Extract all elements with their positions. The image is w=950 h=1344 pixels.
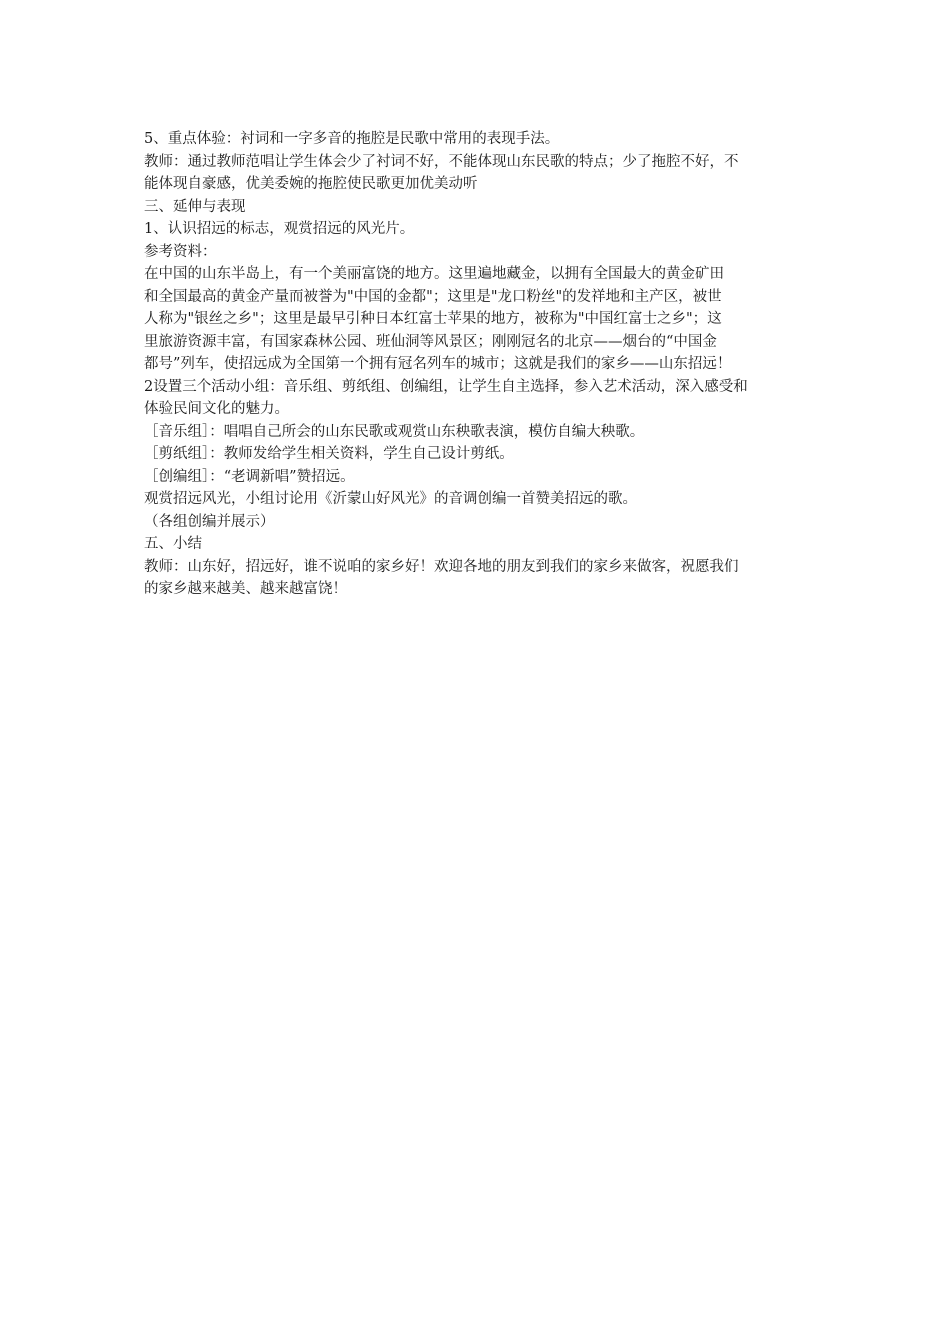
text-line: （各组创编并展示）	[144, 513, 275, 530]
text-line: 2设置三个活动小组：音乐组、剪纸组、创编组，让学生自主选择，参入艺术活动，深入感受和	[144, 378, 748, 395]
section-heading: 三、延伸与表现	[144, 198, 246, 215]
text-line: 的家乡越来越美、越来越富饶！	[144, 581, 347, 597]
text-line: 教师：通过教师范唱让学生体会少了衬词不好，不能体现山东民歌的特点；少了拖腔不好，不	[144, 153, 739, 170]
section-heading: 五、小结	[144, 536, 202, 552]
text-line: ［音乐组］：唱唱自己所会的山东民歌或观赏山东秧歌表演，模仿自编大秧歌。	[144, 423, 645, 440]
text-line: 在中国的山东半岛上，有一个美丽富饶的地方。这里遍地藏金，以拥有全国最大的黄金矿田	[144, 266, 724, 282]
text-line: 参考资料：	[144, 243, 217, 260]
text-line: 1、认识招远的标志，观赏招远的风光片。	[144, 221, 415, 237]
text-line: 都号”列车，使招远成为全国第一个拥有冠名列车的城市；这就是我们的家乡——山东招远！	[144, 356, 732, 372]
text-line: 5、重点体验：衬词和一字多音的拖腔是民歌中常用的表现手法。	[144, 131, 560, 147]
text-line: 和全国最高的黄金产量而被誉为"中国的金都"；这里是"龙口粉丝"的发祥地和主产区，被世	[144, 288, 722, 305]
text-line: 人称为"银丝之乡"；这里是最早引种日本红富士苹果的地方，被称为"中国红富士之乡"；这	[144, 311, 722, 327]
text-line: ［创编组］：“老调新唱”赞招远。	[144, 468, 355, 485]
text-line: 教师：山东好，招远好，谁不说咱的家乡好！欢迎各地的朋友到我们的家乡来做客，祝愿我们	[144, 558, 739, 575]
text-line: ［剪纸组］：教师发给学生相关资料，学生自己设计剪纸。	[144, 446, 514, 462]
text-line: 观赏招远风光，小组讨论用《沂蒙山好风光》的音调创编一首赞美招远的歌。	[144, 491, 637, 507]
text-line: 能体现自豪感，优美委婉的拖腔使民歌更加优美动听	[144, 176, 478, 192]
text-line: 里旅游资源丰富，有国家森林公园、班仙洞等风景区；刚刚冠名的北京——烟台的“中国金	[144, 333, 717, 350]
document-body	[144, 128, 816, 601]
text-line: 体验民间文化的魅力。	[144, 401, 289, 417]
